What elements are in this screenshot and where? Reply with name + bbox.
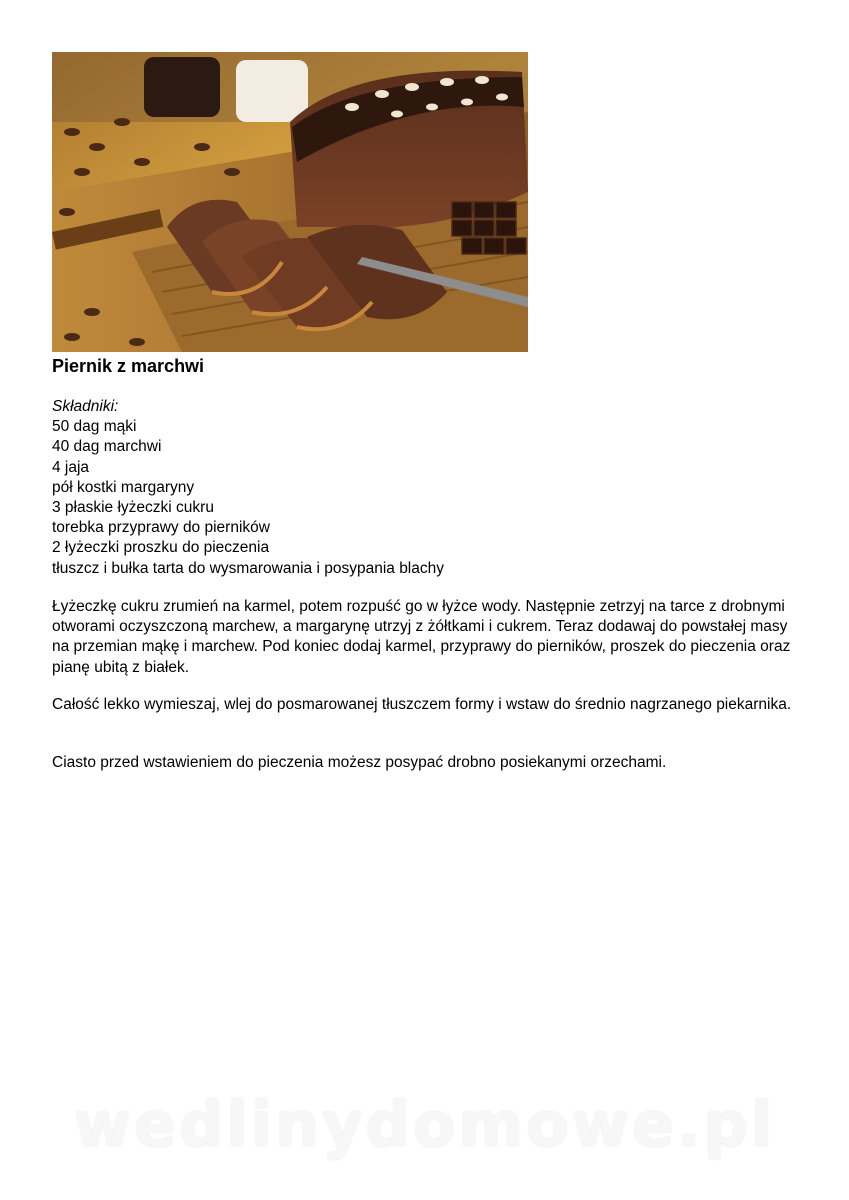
ingredient-item: 4 jaja — [52, 458, 90, 476]
instruction-paragraph-2: Całość lekko wymieszaj, wlej do posmarowanej tłuszczem formy i wstaw do średnio nagrzanego piekarnika. — [52, 696, 792, 713]
ingredient-item: 2 łyżeczki proszku do pieczenia — [52, 539, 270, 557]
ingredient-item: tłuszcz i bułka tarta do wysmarowania i posypania blachy — [52, 559, 444, 577]
ingredient-item: 3 płaskie łyżeczki cukru — [52, 499, 214, 517]
instruction-paragraph-1: Łyżeczkę cukru zrumień na karmel, potem rozpuść go w łyżce wody. Następnie zetrzyj na tarce z drobnymi otworami oczyszczoną marchew, a margarynę utrzyj z żółtkami i cukrem. Teraz dodawaj do powstałej masy na przemian mąkę i marchew. Pod koniec dodaj karmel, przyprawy do pierników, proszek do pieczenia oraz pianę ubitą z białek. — [52, 598, 791, 676]
ingredient-item: pół kostki margaryny — [52, 478, 195, 496]
ingredients-list — [52, 397, 444, 579]
ingredient-item: torebka przyprawy do pierników — [52, 519, 270, 537]
ingredient-item: 40 dag marchwi — [52, 438, 162, 456]
gingerbread-photo-illustration — [52, 52, 528, 352]
site-watermark: wedlinydomowe.pl — [73, 1088, 776, 1161]
instruction-paragraph-3: Ciasto przed wstawieniem do pieczenia możesz posypać drobno posiekanymi orzechami. — [52, 754, 667, 771]
ingredient-item: 50 dag mąki — [52, 418, 137, 436]
ingredients-label: Składniki: — [52, 398, 119, 415]
recipe-title: Piernik z marchwi — [52, 356, 205, 376]
recipe-photo — [52, 52, 528, 352]
